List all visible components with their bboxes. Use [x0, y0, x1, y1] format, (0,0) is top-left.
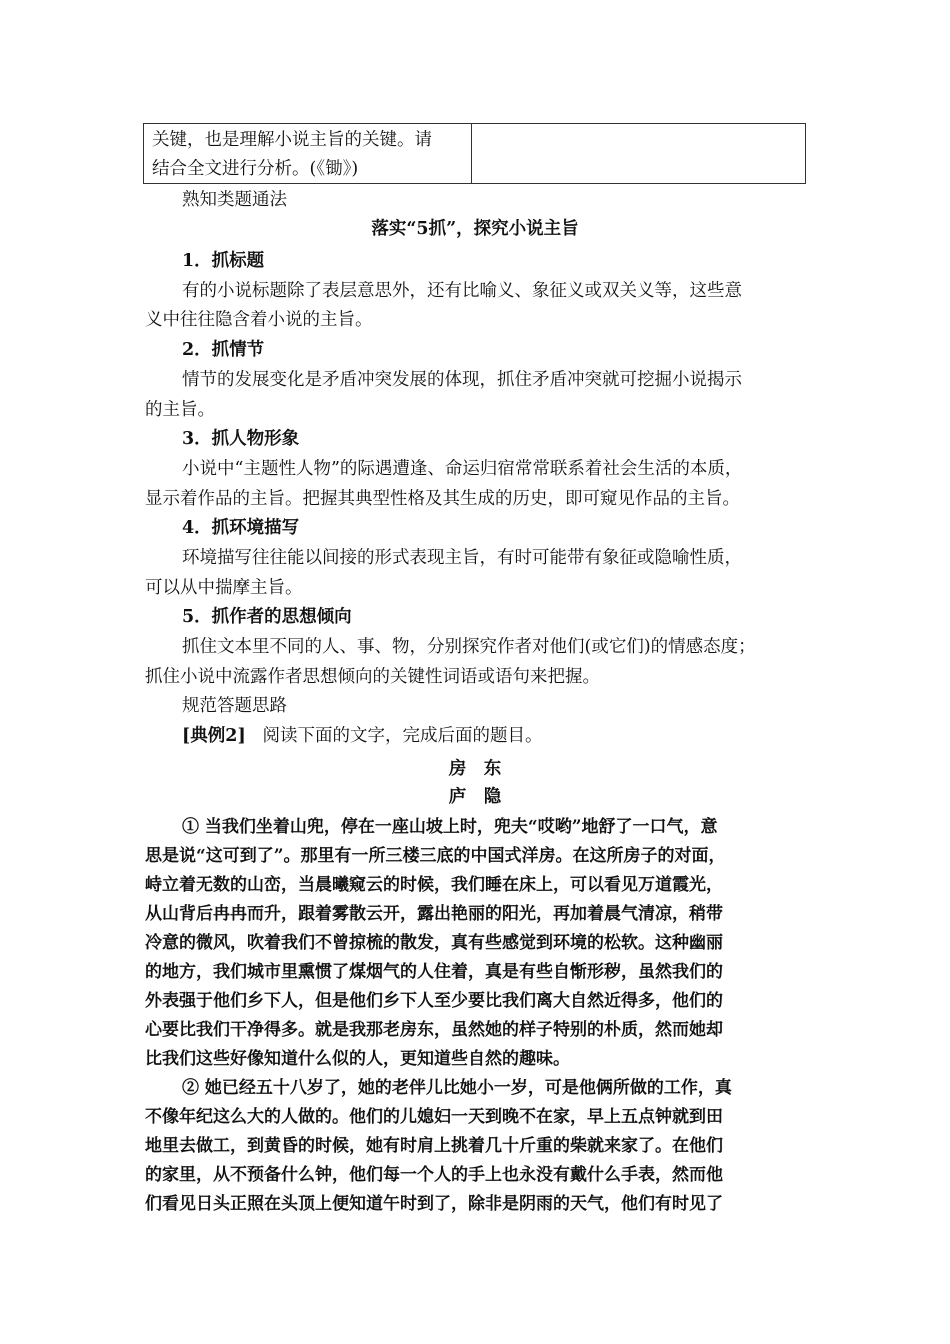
item-heading: 3．抓人物形象: [182, 429, 300, 449]
story-line: 从山背后冉冉而升，跟着雾散云开，露出艳丽的阳光，再加着晨气清凉，稍带: [145, 904, 723, 924]
item-text: 小说中“主题性人物”的际遇遭逢、命运归宿常常联系着社会生活的本质，: [182, 459, 743, 479]
story-line: ① 当我们坐着山兜，停在一座山坡上时，兜夫“哎哟”地舒了一口气，意: [182, 817, 718, 837]
section-heading: 熟知类题通法: [182, 190, 287, 210]
story-line: 思是说“这可到了”。那里有一所三楼三底的中国式洋房。在这所房子的对面，: [145, 846, 726, 866]
item-heading: 1．抓标题: [182, 251, 265, 271]
story-line: 峙立着无数的山峦，当晨曦窥云的时候，我们睡在床上，可以看见万道霞光，: [145, 875, 723, 895]
answer-cell: [472, 124, 805, 183]
item-text: 情节的发展变化是矛盾冲突发展的体现，抓住矛盾冲突就可挖掘小说揭示: [182, 370, 742, 390]
item-heading: 2．抓情节: [182, 340, 265, 360]
story-line: 不像年纪这么大的人做的。他们的儿媳妇一天到晚不在家，早上五点钟就到田: [145, 1107, 723, 1127]
item-heading: 4．抓环境描写: [182, 518, 300, 538]
story-line: 比我们这些好像知道什么似的人，更知道些自然的趣味。: [145, 1049, 570, 1069]
story-line: 冷意的微风，吹着我们不曾掠梳的散发，真有些感觉到环境的松软。这种幽丽: [145, 933, 723, 953]
main-title: 落实“5抓”，探究小说主旨: [371, 219, 579, 239]
item-text: 有的小说标题除了表层意思外，还有比喻义、象征义或双关义等，这些意: [182, 281, 742, 301]
example-text: 阅读下面的文字，完成后面的题目。: [262, 726, 543, 746]
story-line: 心要比我们干净得多。就是我那老房东，虽然她的样子特别的朴质，然而她却: [145, 1020, 723, 1040]
example-line: [182, 722, 542, 747]
item-text: 可以从中揣摩主旨。: [145, 578, 303, 598]
item-text: 抓住小说中流露作者思想倾向的关键性词语或语句来把握。: [145, 667, 600, 687]
question-cell-line: 结合全文进行分析。(《锄》): [152, 159, 359, 179]
story-line: 的家里，从不预备什么钟，他们每一个人的手上也永没有戴什么手表，然而他: [145, 1165, 723, 1185]
question-cell: [144, 124, 472, 183]
example-label: [典例2]: [182, 726, 246, 746]
story-line: 们看见日头正照在头顶上便知道午时到了，除非是阴雨的天气，他们有时见了: [145, 1194, 723, 1214]
story-author: 庐 隐: [448, 787, 502, 807]
item-text: 显示着作品的主旨。把握其典型性格及其生成的历史，即可窥见作品的主旨。: [145, 489, 740, 509]
item-heading: 5．抓作者的思想倾向: [182, 607, 352, 627]
item-text: 义中往往隐含着小说的主旨。: [145, 310, 373, 330]
story-line: 的地方，我们城市里熏惯了煤烟气的人住着，真是有些自惭形秽，虽然我们的: [145, 962, 723, 982]
question-table: [143, 123, 806, 184]
story-line: ② 她已经五十八岁了，她的老伴儿比她小一岁，可是他俩所做的工作，真: [182, 1078, 732, 1098]
question-cell-line: 关键，也是理解小说主旨的关键。请: [152, 130, 432, 150]
story-title: 房 东: [448, 759, 502, 779]
item-text: 抓住文本里不同的人、事、物，分别探究作者对他们(或它们)的情感态度；: [182, 637, 756, 657]
section-heading-2: 规范答题思路: [182, 696, 287, 716]
item-text: 环境描写往往能以间接的形式表现主旨，有时可能带有象征或隐喻性质，: [182, 548, 742, 568]
item-text: 的主旨。: [145, 400, 215, 420]
story-line: 外表强于他们乡下人，但是他们乡下人至少要比我们离大自然近得多，他们的: [145, 991, 723, 1011]
story-line: 地里去做工，到黄昏的时候，她有时肩上挑着几十斤重的柴就来家了。在他们: [145, 1136, 723, 1156]
